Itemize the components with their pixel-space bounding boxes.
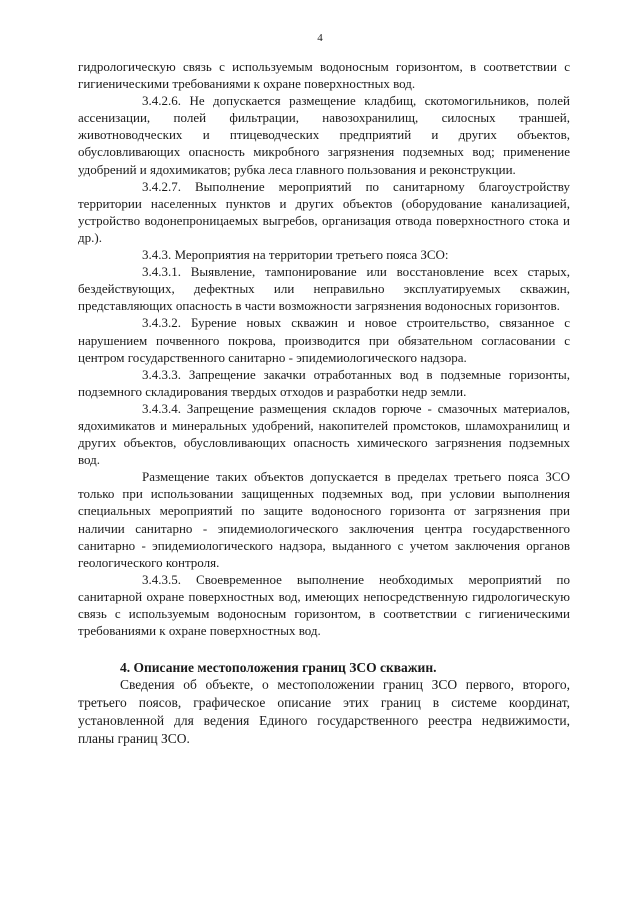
document-body [78, 58, 570, 748]
section-heading: 4. Описание местоположения границ ЗСО скважин. [120, 660, 437, 676]
paragraph: Сведения об объекте, о местоположении границ ЗСО первого, второго, третьего поясов, графическое описание этих границ в системе координат, установленной для ведения Единого государственного реестра недвижимости, планы границ ЗСО. [78, 677, 570, 747]
paragraph: 3.4.2.7. Выполнение мероприятий по санитарному благоустройству территории населенных пунктов и других объектов (оборудование канализацией, устройство водонепроницаемых выгребов, организация отвода поверхностного стока и др.). [78, 178, 570, 245]
paragraph: Размещение таких объектов допускается в пределах третьего пояса ЗСО только при использовании защищенных подземных вод, при условии выполнения специальных мероприятий по защите водоносного горизонта от загрязнения при наличии санитарно - эпидемиологического заключения центра государственного санитарно - эпидемиологического надзора, выданного с учетом заключения органов геологического контроля. [78, 469, 570, 570]
paragraph: 3.4.3.1. Выявление, тампонирование или восстановление всех старых, бездействующих, дефектных или неправильно эксплуатируемых скважин, представляющих опасность в части возможности загрязнения водоносных горизонтов. [78, 264, 570, 314]
paragraph: гидрологическую связь с используемым водоносным горизонтом, в соответствии с гигиеническими требованиями к охране поверхностных вод. [78, 59, 570, 92]
page-number: 4 [317, 32, 323, 44]
paragraph: 3.4.3. Мероприятия на территории третьего пояса ЗСО: [142, 247, 449, 263]
paragraph: 3.4.3.3. Запрещение закачки отработанных вод в подземные горизонты, подземного складирования твердых отходов и разработки недр земли. [78, 366, 570, 399]
paragraph: 3.4.3.2. Бурение новых скважин и новое строительство, связанное с нарушением почвенного покрова, производится при обязательном согласовании с центром государственного санитарно - эпидемиологического надзора. [78, 315, 570, 365]
paragraph: 3.4.3.5. Своевременное выполнение необходимых мероприятий по санитарной охране поверхностных вод, имеющих непосредственную гидрологическую связь с используемым водоносным горизонтом, в соответствии с гигиеническими требованиями к охране поверхностных вод. [78, 571, 570, 639]
paragraph: 3.4.2.6. Не допускается размещение кладбищ, скотомогильников, полей ассенизации, полей фильтрации, навозохранилищ, силосных траншей, животноводческих и птицеводческих предприятий и других объектов, обусловливающих опасность микробного загрязнения подземных вод; применение удобрений и ядохимикатов; рубка леса главного пользования и реконструкции. [78, 93, 570, 177]
paragraph: 3.4.3.4. Запрещение размещения складов горюче - смазочных материалов, ядохимикатов и минеральных удобрений, накопителей промстоков, шламохранилищ и других объектов, обусловливающих опасность химического загрязнения подземных вод. [78, 400, 570, 468]
